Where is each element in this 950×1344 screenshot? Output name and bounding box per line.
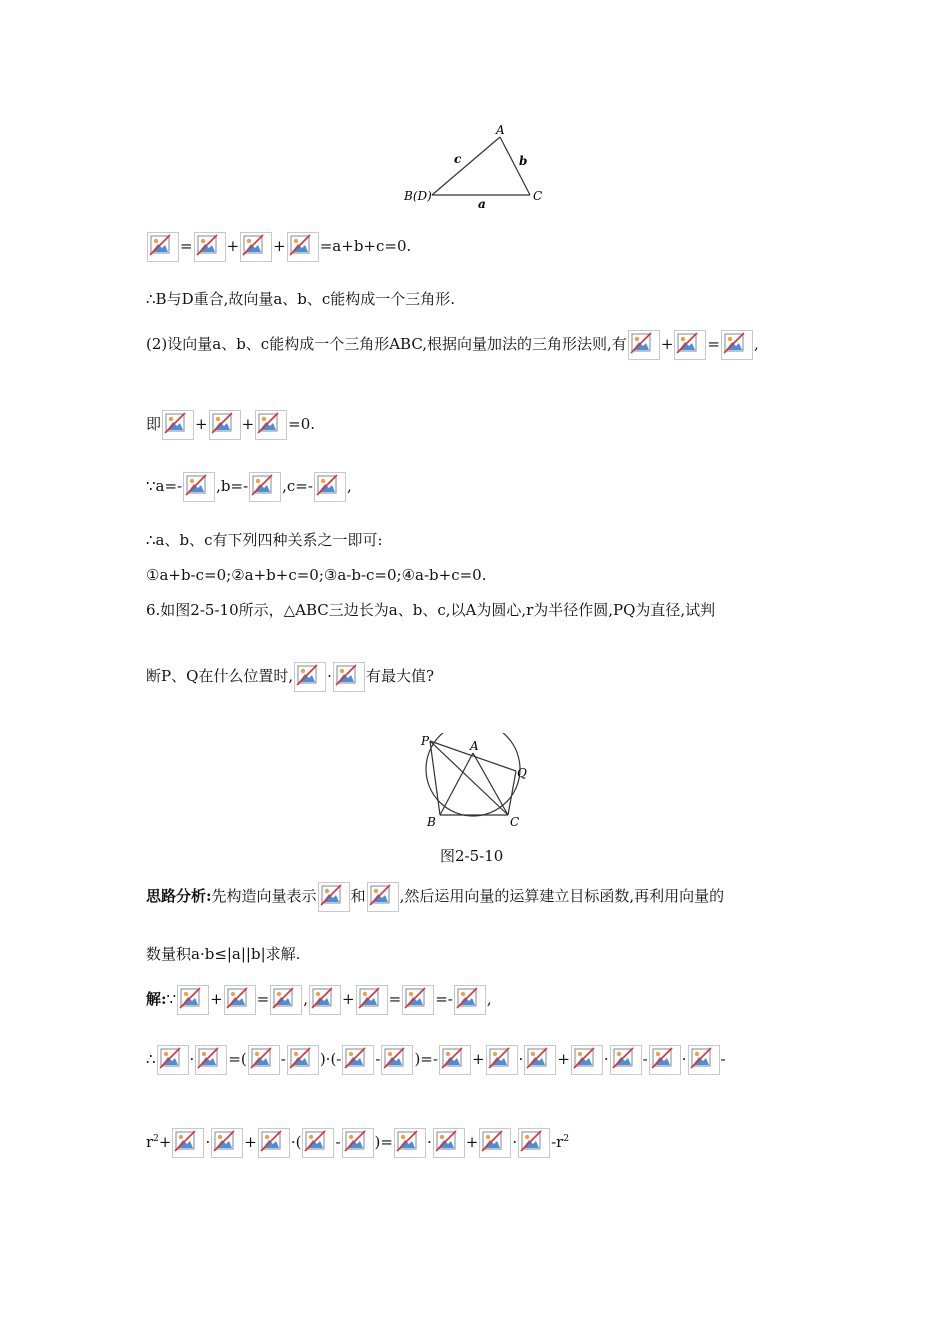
text: ,c=-	[282, 477, 313, 495]
broken-image-icon	[381, 1045, 413, 1075]
line-1: = + + =a+b+c=0.	[146, 232, 411, 262]
line-7: ①a+b-c=0;②a+b+c=0;③a-b-c=0;④a-b+c=0.	[146, 566, 487, 584]
broken-image-icon	[157, 1045, 189, 1075]
broken-image-icon	[688, 1045, 720, 1075]
line-3: (2)设向量a、b、c能构成一个三角形ABC,根据向量加法的三角形法则,有 + = ,	[146, 330, 759, 360]
text: 先构造向量表示	[211, 887, 317, 905]
broken-image-icon	[162, 410, 194, 440]
broken-image-icon	[211, 1128, 243, 1158]
broken-image-icon	[394, 1128, 426, 1158]
broken-image-icon	[240, 232, 272, 262]
line-2: ∴B与D重合,故向量a、b、c能构成一个三角形.	[146, 290, 456, 308]
broken-image-icon	[333, 662, 365, 692]
text: =a+b+c=0.	[319, 237, 412, 255]
label-P: P	[421, 734, 430, 748]
broken-image-icon	[255, 410, 287, 440]
broken-image-icon	[314, 472, 346, 502]
line-4: 即 + + =0.	[146, 410, 315, 440]
broken-image-icon	[258, 1128, 290, 1158]
broken-image-icon	[318, 882, 350, 912]
label-B: B(D)	[404, 189, 432, 203]
bold-label: 思路分析:	[146, 887, 212, 905]
triangle-figure	[400, 120, 560, 210]
broken-image-icon	[294, 662, 326, 692]
broken-image-icon	[342, 1045, 374, 1075]
broken-image-icon	[454, 985, 486, 1015]
broken-image-icon	[439, 1045, 471, 1075]
broken-image-icon	[571, 1045, 603, 1075]
broken-image-icon	[367, 882, 399, 912]
line-9: 断P、Q在什么位置时, · 有最大值?	[146, 662, 434, 692]
text: ∵a=-	[146, 477, 183, 495]
text: ,然后运用向量的运算建立目标函数,再利用向量的	[399, 887, 725, 905]
line-6: ∴a、b、c有下列四种关系之一即可:	[146, 531, 383, 549]
text: ∴	[146, 1050, 156, 1068]
label-Q: Q	[517, 766, 527, 780]
broken-image-icon	[524, 1045, 556, 1075]
broken-image-icon	[674, 330, 706, 360]
broken-image-icon	[194, 232, 226, 262]
text: (2)设向量a、b、c能构成一个三角形ABC,根据向量加法的三角形法则,有	[146, 335, 627, 353]
broken-image-icon	[249, 472, 281, 502]
broken-image-icon	[177, 985, 209, 1015]
text: ,	[753, 335, 759, 353]
broken-image-icon	[649, 1045, 681, 1075]
text: ∵	[166, 990, 177, 1008]
broken-image-icon	[147, 232, 179, 262]
label-C: C	[510, 815, 520, 829]
figure-caption: 图2-5-10	[440, 847, 504, 865]
broken-image-icon	[209, 410, 241, 440]
broken-image-icon	[287, 232, 319, 262]
line-12: 解:∵ + = , + = =- ,	[146, 985, 492, 1015]
text: 有最大值?	[365, 667, 434, 685]
broken-image-icon	[356, 985, 388, 1015]
broken-image-icon	[479, 1128, 511, 1158]
text: =0.	[288, 415, 316, 433]
text: 断P、Q在什么位置时,	[146, 667, 294, 685]
broken-image-icon	[342, 1128, 374, 1158]
label-c: c	[454, 152, 462, 166]
line-11: 数量积a·b≤|a||b|求解.	[146, 945, 301, 963]
text: 和	[350, 887, 366, 905]
broken-image-icon	[183, 472, 215, 502]
broken-image-icon	[628, 330, 660, 360]
text: r	[146, 1133, 154, 1151]
broken-image-icon	[172, 1128, 204, 1158]
line-5	[146, 472, 352, 502]
text: 即	[146, 415, 162, 433]
bold-label: 解:	[146, 990, 167, 1008]
broken-image-icon	[486, 1045, 518, 1075]
circle-triangle-figure	[418, 733, 538, 833]
line-8: 6.如图2-5-10所示，△ABC三边长为a、b、c,以A为圆心,r为半径作圆,PQ为直径,试判	[146, 601, 716, 619]
label-a: a	[478, 197, 486, 210]
text: -r	[551, 1133, 564, 1151]
line-10	[146, 882, 724, 912]
broken-image-icon	[721, 330, 753, 360]
broken-image-icon	[302, 1128, 334, 1158]
label-C: C	[533, 189, 543, 203]
line-14: $r^2+$ · + ·( - )= · + · $-r^2$	[146, 1128, 569, 1158]
broken-image-icon	[270, 985, 302, 1015]
label-b: b	[519, 154, 528, 168]
text: ,	[346, 477, 352, 495]
label-A: A	[496, 123, 505, 137]
text: ,b=-	[216, 477, 249, 495]
line-13: ∴ · =( - )·(- - )=- + · + · - · -	[146, 1045, 726, 1075]
broken-image-icon	[433, 1128, 465, 1158]
broken-image-icon	[287, 1045, 319, 1075]
broken-image-icon	[195, 1045, 227, 1075]
label-A: A	[470, 739, 479, 753]
broken-image-icon	[610, 1045, 642, 1075]
broken-image-icon	[518, 1128, 550, 1158]
broken-image-icon	[248, 1045, 280, 1075]
broken-image-icon	[402, 985, 434, 1015]
label-B: B	[427, 815, 436, 829]
broken-image-icon	[309, 985, 341, 1015]
broken-image-icon	[224, 985, 256, 1015]
